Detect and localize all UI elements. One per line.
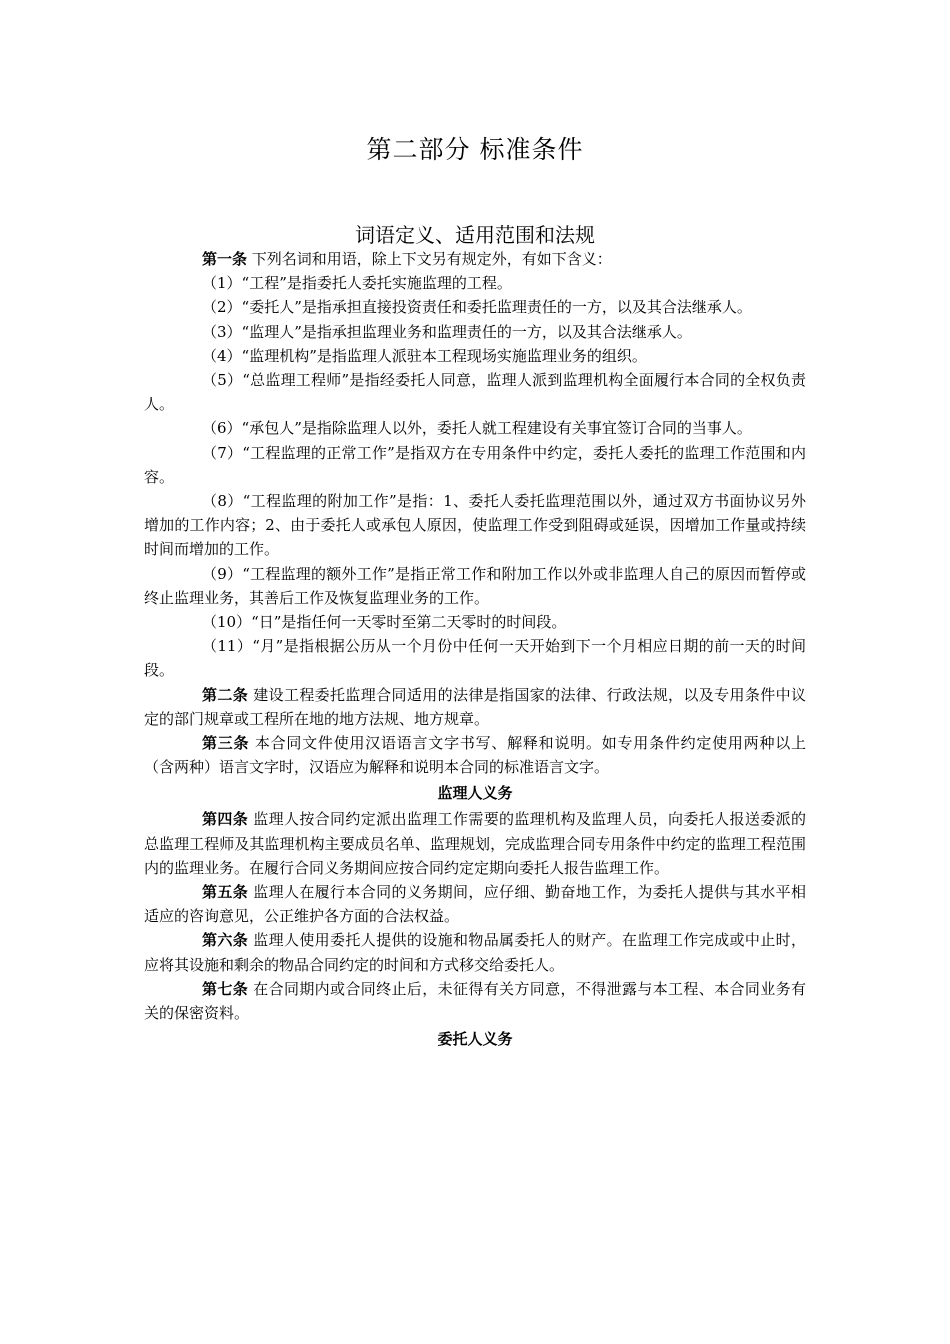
subsection-title-client-obligations: 委托人义务 bbox=[437, 1030, 513, 1049]
article-label: 第二条 bbox=[202, 685, 249, 704]
document-body bbox=[144, 247, 806, 1053]
article-text: 监理人按合同约定派出监理工作需要的监理机构及监理人员，向委托人报送委派的总监理工程师及其监理机构主要成员名单、监理规划，完成监理合同专用条件中约定的监理工程范围内的监理业务。在履行合同义务期间应按合同约定定期向委托人报告监理工作。 bbox=[144, 810, 806, 877]
section-title: 词语定义、适用范围和法规 bbox=[355, 223, 595, 247]
article-label: 第五条 bbox=[202, 883, 249, 902]
article-paragraph bbox=[144, 928, 806, 976]
article-label: 第三条 bbox=[202, 734, 250, 753]
definition-text: （10）“日”是指任何一天零时至第二天零时的时间段。 bbox=[202, 613, 567, 632]
article-text: 监理人在履行本合同的义务期间，应仔细、勤奋地工作，为委托人提供与其水平相适应的咨询意见，公正维护各方面的合法权益。 bbox=[144, 883, 806, 926]
definition-paragraph bbox=[144, 271, 806, 295]
article-paragraph bbox=[144, 247, 806, 271]
definition-paragraph bbox=[144, 562, 806, 610]
definition-paragraph bbox=[144, 368, 806, 416]
article-paragraph bbox=[144, 880, 806, 928]
article-text: 下列名词和用语，除上下文另有规定外，有如下含义： bbox=[247, 250, 612, 268]
article-label: 第一条 bbox=[202, 250, 248, 268]
definition-text: （8）“工程监理的附加工作”是指：1、委托人委托监理范围以外，通过双方书面协议另外增加的工作内容；2、由于委托人或承包人原因，使监理工作受到阻碍或延误，因增加工作量或持续时间而增加的工作。 bbox=[144, 492, 806, 559]
definition-text: （9）“工程监理的额外工作”是指正常工作和附加工作以外或非监理人自己的原因而暂停或终止监理业务，其善后工作及恢复监理业务的工作。 bbox=[144, 564, 806, 607]
article-label: 第七条 bbox=[202, 979, 249, 998]
definition-paragraph bbox=[144, 489, 806, 562]
article-paragraph bbox=[144, 731, 806, 779]
article-text: 在合同期内或合同终止后，未征得有关方同意，不得泄露与本工程、本合同业务有关的保密资料。 bbox=[144, 979, 806, 1023]
definition-paragraph bbox=[144, 634, 806, 682]
definition-paragraph bbox=[144, 344, 806, 368]
definition-text: （6）“承包人”是指除监理人以外，委托人就工程建设有关事宜签订合同的当事人。 bbox=[202, 419, 752, 438]
definition-text: （1）“工程”是指委托人委托实施监理的工程。 bbox=[202, 274, 512, 293]
definition-paragraph bbox=[144, 295, 806, 319]
article-text: 建设工程委托监理合同适用的法律是指国家的法律、行政法规，以及专用条件中议定的部门规章或工程所在地的地方法规、地方规章。 bbox=[144, 685, 806, 728]
definition-text: （7）“工程监理的正常工作”是指双方在专用条件中约定，委托人委托的监理工作范围和内容。 bbox=[144, 443, 806, 486]
article-paragraph bbox=[144, 683, 806, 731]
article-paragraph bbox=[144, 977, 806, 1025]
article-paragraph bbox=[144, 807, 806, 880]
definition-text: （5）“总监理工程师”是指经委托人同意，监理人派到监理机构全面履行本合同的全权负责人。 bbox=[144, 371, 806, 414]
definition-text: （11）“月”是指根据公历从一个月份中任何一天开始到下一个月相应日期的前一天的时间段。 bbox=[144, 637, 806, 680]
definition-paragraph bbox=[144, 416, 806, 440]
article-text: 监理人使用委托人提供的设施和物品属委托人的财产。在监理工作完成或中止时，应将其设施和剩余的物品合同约定的时间和方式移交给委托人。 bbox=[144, 931, 806, 974]
definition-text: （3）“监理人”是指承担监理业务和监理责任的一方，以及其合法继承人。 bbox=[202, 322, 692, 341]
definition-paragraph bbox=[144, 610, 806, 634]
document-title: 第二部分 标准条件 bbox=[366, 135, 584, 164]
article-label: 第六条 bbox=[202, 931, 249, 950]
definition-paragraph bbox=[144, 441, 806, 489]
article-text: 本合同文件使用汉语语言文字书写、解释和说明。如专用条件约定使用两种以上（含两种）语言文字时，汉语应为解释和说明本合同的标准语言文字。 bbox=[144, 734, 806, 777]
definition-paragraph bbox=[144, 320, 806, 344]
definition-text: （2）“委托人”是指承担直接投资责任和委托监理责任的一方，以及其合法继承人。 bbox=[202, 298, 752, 317]
article-label: 第四条 bbox=[202, 810, 249, 829]
subsection-title-supervisor-obligations: 监理人义务 bbox=[437, 784, 513, 803]
definition-text: （4）“监理机构”是指监理人派驻本工程现场实施监理业务的组织。 bbox=[202, 346, 647, 365]
